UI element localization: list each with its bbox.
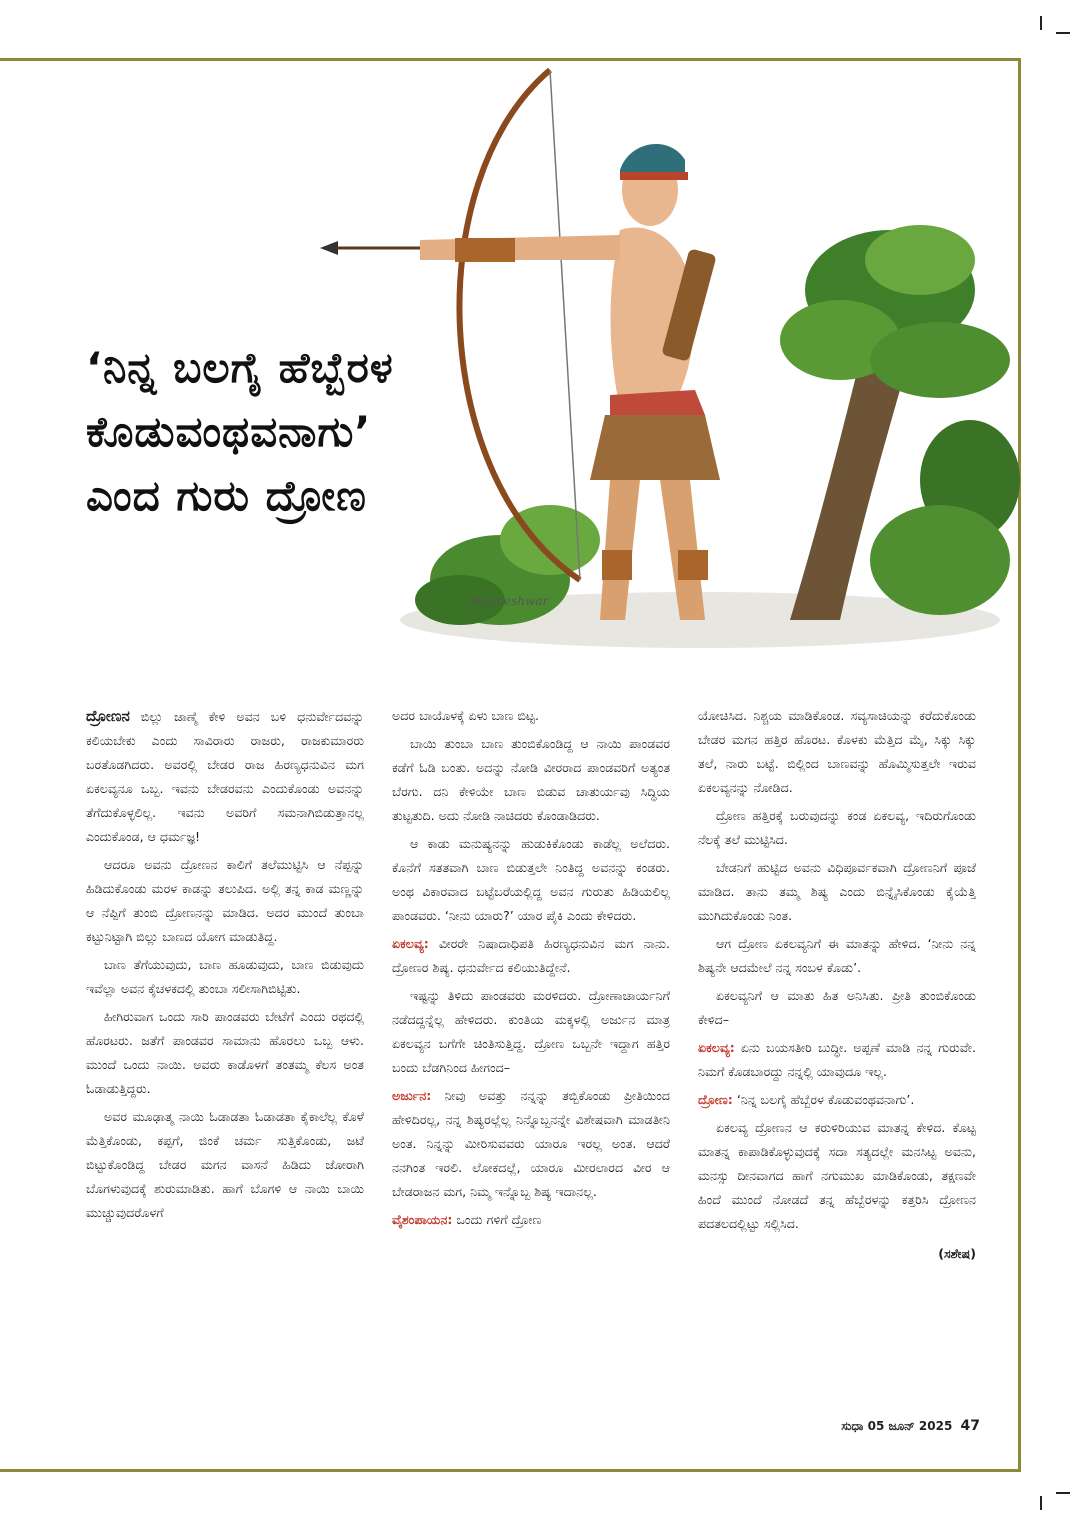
speaker-label: ದ್ರೋಣ: [698,1092,733,1107]
paragraph [86,953,364,1001]
paragraph [698,932,976,980]
speaker-label: ವೈಶಂಪಾಯನ: [392,1212,453,1227]
page-number: 47 [960,1418,980,1434]
paragraph [698,856,976,928]
paragraph-text: ಏಕಲವ್ಯ ದ್ರೋಣನ ಆ ಕರುಳಿರಿಯುವ ಮಾತನ್ನ ಕೇಳಿದ. ಕೊಟ್ಟ ಮಾತನ್ನ ಕಾಪಾಡಿಕೊಳ್ಳುವುದಕ್ಕೆ ಸದಾ ಸತ್ಯದಲ್ಲೇ ಮನಸಿಟ್ಟ ಅವನು, ಮನಸ್ಸು ದೀನವಾಗದ ಹಾಗೆ ನಗುಮುಖ ಮಾಡಿಕೊಂಡು, ತಕ್ಷಣವೇ ಹಿಂದೆ ಮುಂದೆ ನೋಡದೆ ತನ್ನ ಹೆಬ್ಬೆರಳನ್ನು ಕತ್ತರಿಸಿ ದ್ರೋಣನ ಪದತಲದಲ್ಲಿಟ್ಟು ಸಲ್ಲಿಸಿದ. [698,1120,976,1231]
headline-line-3: ಎಂದ ಗುರು ದ್ರೋಣ [86,471,367,520]
article-headline [86,336,506,528]
paragraph-text: ಆದರೂ ಅವನು ದ್ರೋಣನ ಕಾಲಿಗೆ ತಲೆಮುಟ್ಟಿಸಿ ಆ ನೆಪ್ಪನ್ನು ಹಿಡಿದುಕೊಂಡು ಮರಳ ಕಾಡನ್ನು ತಲುಪಿದ. ಅಲ್ಲಿ ತನ್ನ ಕಾಡ ಮಣ್ಣನ್ನು ಆ ನೆಪ್ಪಿಗೆ ತುಂಬಿ ದ್ರೋಣನನ್ನು ಮಾಡಿದ. ಅದರ ಮುಂದೆ ತುಂಬಾ ಕಟ್ಟುನಿಟ್ಟಾಗಿ ಬಿಲ್ಲು ಬಾಣದ ಯೋಗ ಮಾಡುತಿದ್ದ. [86,857,364,944]
paragraph-text: ಆಗ ದ್ರೋಣ ಏಕಲವ್ಯನಿಗೆ ಈ ಮಾತನ್ನು ಹೇಳಿದ. ‘ನೀನು ನನ್ನ ಶಿಷ್ಯನೇ ಆದಮೇಲೆ ನನ್ನ ಸಂಬಳ ಕೊಡು’. [698,936,976,975]
article-column-3 [698,704,976,1394]
paragraph-text: ಇಷ್ಟನ್ನು ತಿಳಿದು ಪಾಂಡವರು ಮರಳಿದರು. ದ್ರೋಣಾಚಾರ್ಯನಿಗೆ ನಡೆದದ್ದನ್ನೆಲ್ಲ ಹೇಳಿದರು. ಕುಂತಿಯ ಮಕ್ಕಳಲ್ಲಿ ಅರ್ಜುನ ಮಾತ್ರ ಏಕಲವ್ಯನ ಬಗೆಗೇ ಚಿಂತಿಸುತ್ತಿದ್ದ. ದ್ರೋಣ ಒಬ್ಬನೇ ಇದ್ದಾಗ ಹತ್ತಿರ ಬಂದು ಬೆಡಗಿನಿಂದ ಹೀಗಂದ– [392,988,670,1075]
paragraph [392,1208,670,1232]
paragraph-text: ನೀವು ಅವತ್ತು ನನ್ನನ್ನು ತಬ್ಬಿಕೊಂಡು ಪ್ರೀತಿಯಿಂದ ಹೇಳಿದಿರಲ್ಲ, ನನ್ನ ಶಿಷ್ಯರಲ್ಲೆಲ್ಲ ನಿನ್ನೊಬ್ಬನನ್ನೇ ವಿಶೇಷವಾಗಿ ಮಾಡತೀನಿ ಅಂತ. ನಿನ್ನನ್ನು ಮೀರಿಸುವವರು ಯಾರೂ ಇರಲ್ಲ ಅಂತ. ಆದರೆ ನನಗಿಂತ ಇರಲಿ. ಲೋಕದಲ್ಲೆ, ಯಾರೂ ಮೀರಲಾರದ ವೀರ ಆ ಬೇಡರಾಜನ ಮಗ, ನಿಮ್ಮ ಇನ್ನೊಬ್ಬ ಶಿಷ್ಯ ಇದಾನಲ್ಲ. [392,1088,670,1199]
paragraph [392,932,670,980]
headline-line-1: ‘ನಿನ್ನ ಬಲಗೈ ಹೆಬ್ಬೆರಳ [86,343,394,392]
lead-word: ದ್ರೋಣನ [86,707,130,725]
paragraph-text: ದ್ರೋಣ ಹತ್ತಿರಕ್ಕೆ ಬರುವುದನ್ನು ಕಂಡ ಏಕಲವ್ಯ, ಇದಿರುಗೊಂಡು ನೆಲಕ್ಕೆ ತಲೆ ಮುಟ್ಟಿಸಿದ. [698,808,976,847]
paragraph-text: ಅವರ ಮೂಢಾತ್ಮ ನಾಯಿ ಓಡಾಡತಾ ಓಡಾಡತಾ ಕೈಕಾಲೆಲ್ಲ ಕೊಳೆ ಮೆತ್ತಿಕೊಂಡು, ಕಪ್ಪಗೆ, ಜಿಂಕೆ ಚರ್ಮ ಸುತ್ತಿಕೊಂಡು, ಜಟೆ ಬಿಟ್ಟುಕೊಂಡಿದ್ದ ಬೇಡರ ಮಗನ ವಾಸನೆ ಹಿಡಿದು ಜೋರಾಗಿ ಬೊಗಳುವುದಕ್ಕೆ ಶುರುಮಾಡಿತು. ಹಾಗೆ ಬೊಗಳಿ ಆ ನಾಯಿ ಬಾಯಿ ಮುಚ್ಚುವುದರೊಳಗೆ [86,1109,364,1220]
paragraph [392,732,670,828]
paragraph [698,1036,976,1084]
paragraph [86,1105,364,1225]
paragraph-text: ಏನು ಬಯಸತೀರಿ ಬುದ್ಧೀ. ಅಪ್ಪಣೆ ಮಾಡಿ ನನ್ನ ಗುರುವೇ. ನಿಮಗೆ ಕೊಡಬಾರದ್ದು ನನ್ನಲ್ಲಿ ಯಾವುದೂ ಇಲ್ಲ. [698,1040,976,1079]
paragraph-text: ಬಿಲ್ಲು ಜಾಣ್ಮೆ ಕೇಳಿ ಅವನ ಬಳಿ ಧನುರ್ವೇದವನ್ನು ಕಲಿಯಬೇಕು ಎಂದು ಸಾವಿರಾರು ರಾಜರು, ರಾಜಕುಮಾರರು ಬರತೊಡಗಿದರು. ಅವರಲ್ಲಿ ಬೇಡರ ರಾಜ ಹಿರಣ್ಯಧನುವಿನ ಮಗ ಏಕಲವ್ಯನೂ ಒಬ್ಬ. ಇವನು ಬೇಡರವನು ಎಂದುಕೊಂಡು ಅವನನ್ನು ತೆಗೆದುಕೊಳ್ಳಲಿಲ್ಲ. ಇವನು ಅವರಿಗೆ ಸಮನಾಗಿಬಿಡುತ್ತಾನಲ್ಲ ಎಂದುಕೊಂಡ, ಆ ಧರ್ಮಜ್ಞ! [86,709,364,844]
paragraph [392,984,670,1080]
paragraph-text: ಬೇಡನಿಗೆ ಹುಟ್ಟಿದ ಅವನು ವಿಧಿಪೂರ್ವಕವಾಗಿ ದ್ರೋಣನಿಗೆ ಪೂಜೆ ಮಾಡಿದ. ತಾನು ತಮ್ಮ ಶಿಷ್ಯ ಎಂದು ಬಿನ್ನೈಸಿಕೊಂಡು ಕೈಯೆತ್ತಿ ಮುಗಿದುಕೊಂಡು ನಿಂತ. [698,860,976,923]
paragraph-text: ಆ ಕಾಡು ಮನುಷ್ಯನನ್ನು ಹುಡುಕಿಕೊಂಡು ಕಾಡೆಲ್ಲ ಅಲೆದರು. ಕೊನೆಗೆ ಸತತವಾಗಿ ಬಾಣ ಬಿಡುತ್ತಲೇ ನಿಂತಿದ್ದ ಅವನನ್ನು ಕಂಡರು. ಅಂಥ ವಿಕಾರವಾದ ಬಟ್ಟೆಬರೆಯಲ್ಲಿದ್ದ ಅವನ ಗುರುತು ಹಿಡಿಯಲಿಲ್ಲ ಪಾಂಡವರು. ‘ನೀನು ಯಾರು?’ ಯಾರ ಪೈಕಿ ಎಂದು ಕೇಳಿದರು. [392,836,670,923]
paragraph-text: ವೀರರೇ ನಿಷಾದಾಧಿಪತಿ ಹಿರಣ್ಯಧನುವಿನ ಮಗ ನಾನು. ದ್ರೋಣರ ಶಿಷ್ಯ. ಧನುರ್ವೇದ ಕಲಿಯುತಿದ್ದೇನೆ. [392,936,670,975]
crop-mark [1056,1492,1070,1494]
paragraph-text: ‘ನಿನ್ನ ಬಲಗೈ ಹೆಬ್ಬೆರಳ ಕೊಡುವಂಥವನಾಗು’. [732,1092,915,1107]
paragraph [86,1005,364,1101]
crop-mark [1040,16,1042,30]
continued-note: (ಸಶೇಷ) [938,1246,976,1261]
paragraph-text: ಏಕಲವ್ಯನಿಗೆ ಆ ಮಾತು ಹಿತ ಅನಿಸಿತು. ಪ್ರೀತಿ ತುಂಬಿಕೊಂಡು ಕೇಳಿದ– [698,988,976,1027]
paragraph-text: ಯೋಚಿಸಿದ. ನಿಶ್ಚಯ ಮಾಡಿಕೊಂಡ. ಸವ್ಯಸಾಚಿಯನ್ನು ಕರೆದುಕೊಂಡು ಬೇಡರ ಮಗನ ಹತ್ತಿರ ಹೊರಟ. ಕೊಳಕು ಮೆತ್ತಿದ ಮೈ, ಸಿಕ್ಕು ಸಿಕ್ಕು ತಲೆ, ನಾರು ಬಟ್ಟೆ. ಬಿಲ್ಲಿಂದ ಬಾಣವನ್ನು ಹೊಮ್ಮಿಸುತ್ತಲೇ ಇರುವ ಏಕಲವ್ಯನನ್ನು ನೋಡಿದ. [698,708,976,795]
crop-mark [1040,1496,1042,1510]
issue-label: ಸುಧಾ 05 ಜೂನ್ 2025 [841,1419,953,1433]
speaker-label: ಏಕಲವ್ಯ: [698,1040,735,1055]
article-column-1 [86,704,364,1394]
article-body [86,704,976,1394]
paragraph-text: ಹೀಗಿರುವಾಗ ಒಂದು ಸಾರಿ ಪಾಂಡವರು ಬೇಟೆಗೆ ಎಂದು ರಥದಲ್ಲಿ ಹೊರಟರು. ಜತೆಗೆ ಪಾಂಡವರ ಸಾಮಾನು ಹೊರಲು ಒಬ್ಬ ಆಳು. ಮುಂದೆ ಒಂದು ನಾಯಿ. ಅವರು ಕಾಡೊಳಗೆ ತಂತಮ್ಮ ಕೆಲಸ ಅಂತ ಓಡಾಡುತ್ತಿದ್ದರು. [86,1009,364,1096]
paragraph-text: ಒಂದು ಗಳಿಗೆ ದ್ರೋಣ [452,1212,542,1227]
article-column-2 [392,704,670,1394]
artist-signature: mouneshwar [470,594,549,608]
paragraph [392,704,670,728]
page-footer [780,1418,980,1434]
paragraph [698,1116,976,1236]
paragraph [392,1084,670,1204]
paragraph [392,832,670,928]
speaker-label: ಏಕಲವ್ಯ: [392,936,429,951]
paragraph [86,704,364,849]
paragraph [86,853,364,949]
speaker-label: ಅರ್ಜುನ: [392,1088,432,1103]
headline-line-2: ಕೊಡುವಂಥವನಾಗು’ [86,407,372,456]
crop-mark [1056,32,1070,34]
paragraph [698,704,976,800]
paragraph-text: ಬಾಣ ತೆಗೆಯುವುದು, ಬಾಣ ಹೂಡುವುದು, ಬಾಣ ಬಿಡುವುದು ಇವೆಲ್ಲಾ ಅವನ ಕೈಚಳಕದಲ್ಲಿ ತುಂಬಾ ಸಲೀಸಾಗಿಬಿಟ್ಟಿತು. [86,957,364,996]
paragraph-text: ಬಾಯಿ ತುಂಬಾ ಬಾಣ ತುಂಬಿಕೊಂಡಿದ್ದ ಆ ನಾಯಿ ಪಾಂಡವರ ಕಡೆಗೆ ಓಡಿ ಬಂತು. ಅದನ್ನು ನೋಡಿ ವೀರರಾದ ಪಾಂಡವರಿಗೆ ಅತ್ಯಂತ ಬೆರಗು. ದನಿ ಕೇಳಿಯೇ ಬಾಣ ಬಿಡುವ ಚಾತುರ್ಯವು ಸಿದ್ಧಿಯ ತುಟ್ಟತುದಿ. ಅದು ನೋಡಿ ನಾಚಿದರು ಕೊಂಡಾಡಿದರು. [392,736,670,823]
paragraph [698,804,976,852]
paragraph-text: ಅದರ ಬಾಯೊಳಕ್ಕೆ ಏಳು ಬಾಣ ಬಿಟ್ಟ. [392,708,540,723]
paragraph [698,1088,976,1112]
paragraph [698,984,976,1032]
